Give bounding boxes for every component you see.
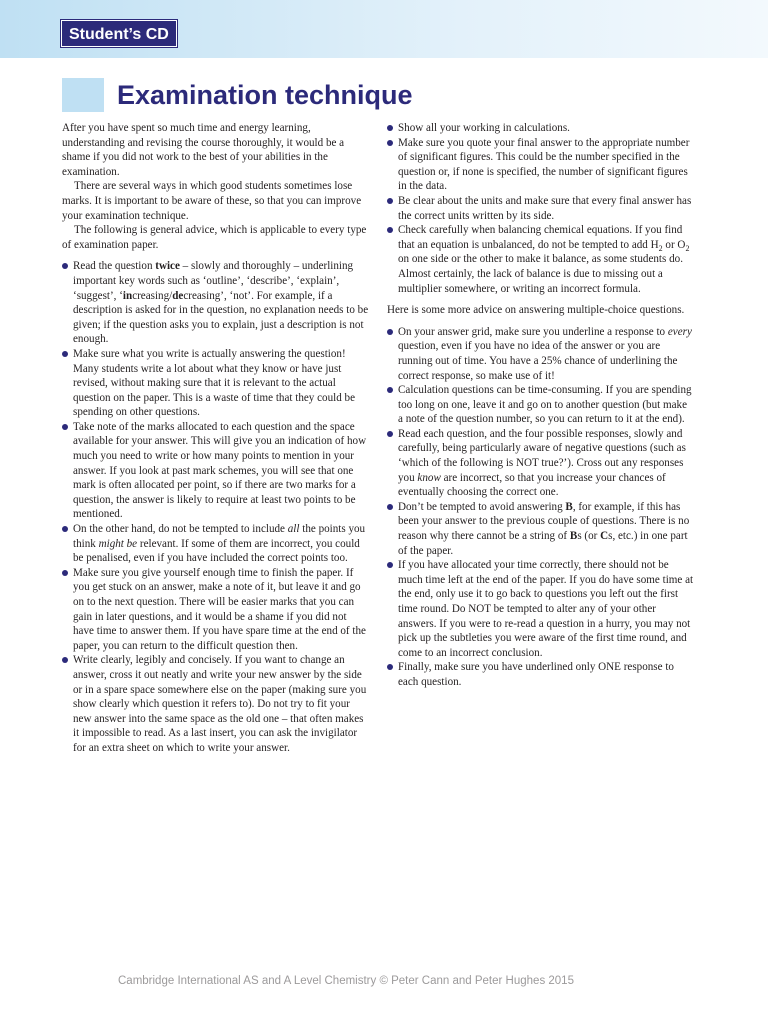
advice-text: the points you think: [73, 523, 366, 550]
left-column: [62, 121, 370, 756]
advice-text: creasing’, ‘not’. For example, if a description is asked for in the question, no explanation needs to be given; if the question asks you to explain, just a description is not enough.: [73, 289, 369, 346]
intro-paragraph: The following is general advice, which is applicable to every type of examination paper.: [62, 224, 367, 251]
advice-text: Read each question, and the four possible responses, slowly and carefully, being particularly aware of negative questions (such as ‘which of the following is NOT true?’). Cross out any responses you: [398, 427, 686, 484]
advice-text-italic: every: [667, 325, 692, 338]
advice-text: on one side or the other to make it balance, as some students do. Almost certainly, the lack of balance is due to missing out a multiplier somewhere, or writing an incorrect formula.: [398, 253, 683, 295]
advice-text: On your answer grid, make sure you underline a response to: [398, 325, 668, 338]
intro-paragraph: There are several ways in which good students sometimes lose marks. It is important to be aware of these, so that you can improve your examination technique.: [62, 180, 362, 222]
bullet-icon: [387, 140, 393, 146]
bullet-icon: [62, 526, 68, 532]
subscript: 2: [658, 243, 663, 253]
copyright-footer: Cambridge International AS and A Level Chemistry © Peter Cann and Peter Hughes 2015: [118, 975, 574, 987]
list-item: [387, 194, 694, 223]
advice-text: If you have allocated your time correctly, there should not be much time left at the end of the paper. If you do have some time at the end, only use it to go back to questions you left out the first time round. Do NOT be tempted to alter any of your other answers. If you were to re-read a question in a hurry, you may not pick up the subtleties you were aware of the first time round, and come to an incorrect conclusion.: [398, 559, 694, 659]
advice-text: Show all your working in calculations.: [398, 122, 570, 134]
advice-text: s (or: [577, 530, 601, 543]
advice-text: Calculation questions can be time-consuming. If you are spending too long on one, leave it and go on to another question (but make a note of the question number, so you can return to it at the end).: [398, 384, 692, 426]
advice-text-bold: in: [122, 289, 133, 302]
list-item: [387, 558, 694, 660]
list-item: [387, 121, 694, 136]
right-column: [387, 121, 694, 690]
general-advice-list: [62, 259, 370, 755]
advice-text: Make sure what you write is actually answering the question! Many students write a lot about what they know or have just revised, without making sure that it is relevant to the actual question on the paper. This is a waste of time that they could be spending on other questions.: [73, 347, 356, 419]
mc-advice-list: [387, 325, 694, 690]
list-item: [387, 383, 694, 427]
bullet-icon: [62, 570, 68, 576]
advice-text: , for example, if this has been your answer to the previous couple of questions. There is no reason why there cannot be a string of: [398, 500, 690, 543]
advice-text: relevant. If some of them are incorrect, you could be penalised, even if you have included the correct points too.: [73, 537, 360, 565]
bullet-icon: [387, 504, 393, 510]
bullet-icon: [387, 387, 393, 393]
bullet-icon: [387, 664, 393, 670]
advice-text: – slowly and thoroughly – underlining important key words such as ‘outline’, ‘describe’, ‘explain’, ‘suggest’, ‘: [73, 260, 354, 302]
advice-text: Be clear about the units and make sure that every final answer has the correct units written by its side.: [398, 194, 692, 222]
advice-text: Take note of the marks allocated to each question and the space available for your answer. This will give you an indication of how much you need to write or how many points to mention in your answer. If you look at past mark schemes, you will see that one mark is often allocated per point, so if there are two marks for a question, the answer is likely to require at least two points to be mentioned.: [73, 420, 367, 521]
bullet-icon: [387, 198, 393, 204]
title-accent-block: [62, 78, 104, 112]
advice-text: On the other hand, do not be tempted to include: [73, 523, 288, 536]
list-item: [387, 325, 694, 383]
bullet-icon: [62, 424, 68, 430]
advice-text: question, even if you have no idea of the answer or you are running out of time. You have a 25% chance of underlining the correct response, so make use of it!: [398, 340, 678, 382]
advice-text-bold: twice: [155, 260, 180, 273]
list-item: [62, 259, 370, 347]
advice-text: creasing/: [132, 289, 173, 302]
subscript: 2: [685, 243, 690, 253]
bullet-icon: [387, 227, 393, 233]
general-advice-list-continued: [387, 121, 694, 296]
advice-text: s, etc.) in one part of the paper.: [398, 530, 688, 557]
list-item: [387, 500, 694, 558]
advice-text-bold: B: [569, 530, 578, 543]
advice-text: Make sure you quote your final answer to the appropriate number of significant figures. This could be the number specified in the question or, if none is specified, the number of significant figures in the data.: [398, 136, 690, 193]
advice-text-bold: de: [172, 289, 184, 302]
advice-text-italic: know: [417, 471, 441, 484]
bullet-icon: [62, 351, 68, 357]
bullet-icon: [387, 329, 393, 335]
page-title: Examination technique: [117, 80, 413, 110]
mc-intro-paragraph: Here is some more advice on answering multiple-choice questions.: [387, 304, 685, 317]
list-item: [62, 347, 370, 420]
advice-text: Make sure you give yourself enough time to finish the paper. If you get stuck on an answer, make a note of it, but leave it and go on to the next question. There will be easier marks that you can gain in later questions, and it would be a shame if you did not have time to answer them. If you have spare time at the end of the paper, you can return to the difficult question then.: [73, 566, 366, 652]
bullet-icon: [62, 657, 68, 663]
advice-text: are incorrect, so that you increase your chances of eventually choosing the correct one.: [398, 471, 666, 499]
list-item: [62, 566, 370, 654]
advice-text: Write clearly, legibly and concisely. If you want to change an answer, cross it out neatly and write your new answer by the side or in a spare space somewhere else on the paper (making sure you show clearly which question it refers to). Do not try to fit your new answer into the same space as the old one – that often makes it impossible to read. As a last insert, you can ask the invigilator for an extra sheet on which to write your answer.: [73, 654, 367, 754]
intro-paragraph: After you have spent so much time and energy learning, understanding and revising the course thoroughly, it would be a shame if you did not work to the best of your abilities in the examination.: [62, 122, 345, 178]
list-item: [387, 427, 694, 500]
bullet-icon: [62, 263, 68, 269]
list-item: [387, 660, 694, 689]
advice-text: Check carefully when balancing chemical equations. If you find that an equation is unbalanced, do not be tempted to add H: [398, 224, 683, 251]
list-item: [387, 223, 694, 296]
list-item: [62, 522, 370, 566]
bullet-icon: [387, 125, 393, 131]
list-item: [62, 420, 370, 522]
section-label: Student’s CD: [61, 20, 177, 47]
advice-text-bold: C: [600, 530, 609, 543]
advice-text-bold: B: [565, 500, 573, 513]
advice-text: Finally, make sure you have underlined only ONE response to each question.: [398, 661, 674, 688]
list-item: [387, 136, 694, 194]
bullet-icon: [387, 562, 393, 568]
list-item: [62, 653, 370, 755]
bullet-icon: [387, 431, 393, 437]
advice-text-italic: all: [287, 523, 300, 536]
advice-text: Don’t be tempted to avoid answering: [398, 500, 566, 513]
advice-text: or O: [662, 238, 686, 251]
advice-text-italic: might be: [98, 537, 138, 550]
advice-text: Read the question: [73, 260, 156, 273]
